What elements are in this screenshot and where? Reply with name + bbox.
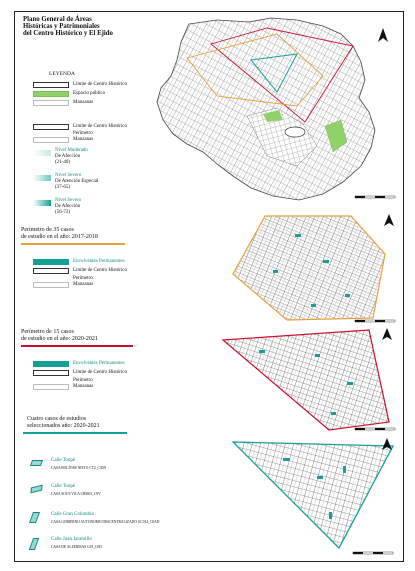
section2-accent-line [21,243,125,245]
level-moderate-range: (21-40) [55,160,70,165]
legend-label-public-space: Espacio público [73,91,106,96]
title-line-2: Históricas y Patrimoniales [23,23,100,30]
case15-envelope-3 [347,382,353,385]
section2-label-perimeter: Perímetro [73,276,93,281]
map-4-cases [221,436,401,560]
section2-swatch-limit [33,268,69,274]
legend2-swatch-blocks [33,137,69,143]
perimeter-15-cases [223,330,389,430]
section3-label-envelopes: Envolventes Permanentes [73,361,125,366]
case15-envelope-1 [259,350,265,353]
level-moderate-swatch [33,150,51,156]
north-arrow-1 [378,28,388,42]
case4-envelope-3 [343,466,346,473]
north-arrow-3 [382,328,392,340]
level-severe-desc: De Afección [55,204,81,209]
title-line-1: Plano General de Áreas [23,16,92,23]
section2-title-line-1: Perímetro de 35 casos [21,227,74,233]
case-envelope-1 [295,234,301,237]
section3-swatch-envelopes [33,361,69,367]
level-severe-swatch [33,200,51,206]
legend-swatch-limit [33,82,69,88]
general-city-map [147,16,401,206]
section2-title-line-2: de estudio en el año: 2017-2018 [21,233,98,240]
scale-bar-4 [353,552,393,554]
case-2-marker [30,485,42,494]
level-moderate-title: Nivel Moderado [55,148,88,153]
case-4-code: CASA DE ALZERMAS G19_C0D [51,545,102,549]
case-1-marker [30,460,43,466]
sheet-title [23,16,113,37]
legend-swatch-blocks [33,100,69,106]
case-1-street: Calle Toupé [51,458,76,463]
case15-envelope-4 [331,412,336,415]
section3-accent-line [21,345,133,347]
section3-title-line-2: de estudio en el año: 2020-2021 [21,335,98,342]
legend2-label-limit: Límite de Centro Histórico [73,124,128,129]
level-severe-title: Nivel Severo [55,198,82,203]
section2-swatch-envelopes [33,259,69,265]
section3-swatch-blocks [33,384,69,390]
map-sheet [14,11,404,562]
section2-label-blocks: Manzanas [73,282,94,287]
scale-bar-2 [355,320,395,322]
section4-title [27,416,100,430]
case-3-street: Calle Gran Colombia [51,512,94,517]
section4-title-line-1: Cuatro casos de estudios [27,416,87,422]
section3-title [21,329,98,343]
case-1-code: CASA BOLÍVAR NIETO CT2_C30N [51,466,107,470]
level-moderate-desc: De Afección [55,154,81,159]
level-special-desc: De Atención Especial [55,179,99,184]
perimeter-35-cases [233,216,385,320]
section2-label-envelopes: Envolventes Permanentes [73,259,125,264]
legend2-swatch-limit [33,124,69,130]
level-severe-range: (56-72) [55,210,70,215]
case4-envelope-2 [317,476,323,479]
perimeter-4-cases [233,442,393,548]
section3-label-limit: Límite de Centro Histórico [73,370,128,375]
map-35-cases [223,208,401,326]
level-special-range: (37-65) [55,185,70,190]
case4-envelope-1 [283,458,290,461]
city-blocks-shape [157,18,375,200]
case4-envelope-4 [329,512,332,519]
level-special-title: Nivel Severo [55,173,82,178]
title-line-3: del Centro Histórico y El Ejido [23,30,113,37]
case-envelope-2 [273,270,278,273]
case-2-code: CASA SOUS VILA CRM01_C9V [51,492,101,496]
legend-label-limit: Límite de Centro Histórico [73,82,128,87]
level-special-swatch [33,175,51,181]
section4-accent-line [23,432,127,434]
legend-heading: LEYENDA [49,71,75,77]
scale-bar-1 [355,196,395,198]
legend-swatch-public-space [33,91,69,97]
stadium [285,127,305,137]
case-4-marker [29,538,39,550]
section2-swatch-blocks [33,282,69,288]
legend2-label-perimeter: Perímetro [73,131,93,136]
section3-title-line-1: Perímetro de 15 casos [21,329,74,335]
legend-label-blocks: Manzanas [73,100,94,105]
case-3-marker [29,512,40,523]
north-arrow-2 [384,214,394,226]
legend2-label-blocks: Manzanas [73,137,94,142]
section2-title [21,227,98,241]
map-15-cases [219,324,401,436]
case-4-street: Calle Juan Jaramillo [51,537,92,542]
section3-label-blocks: Manzanas [73,384,94,389]
section3-label-perimeter: Perímetro [73,378,93,383]
case15-envelope-2 [315,354,320,357]
scale-bar-3 [355,428,395,430]
case-envelope-4 [345,294,350,297]
section4-title-line-2: seleccionados año: 2020-2021 [27,422,100,429]
case-envelope-3 [323,260,329,263]
section3-swatch-limit [33,370,69,376]
case-2-street: Calle Toupé [51,484,76,489]
section2-label-limit: Límite de Centro Histórico [73,268,128,273]
case-envelope-5 [311,304,316,307]
case-3-code: CASA GOBIERNO AUTONOMO DESCENTRALIZADO GC014_C0AD [51,520,160,524]
